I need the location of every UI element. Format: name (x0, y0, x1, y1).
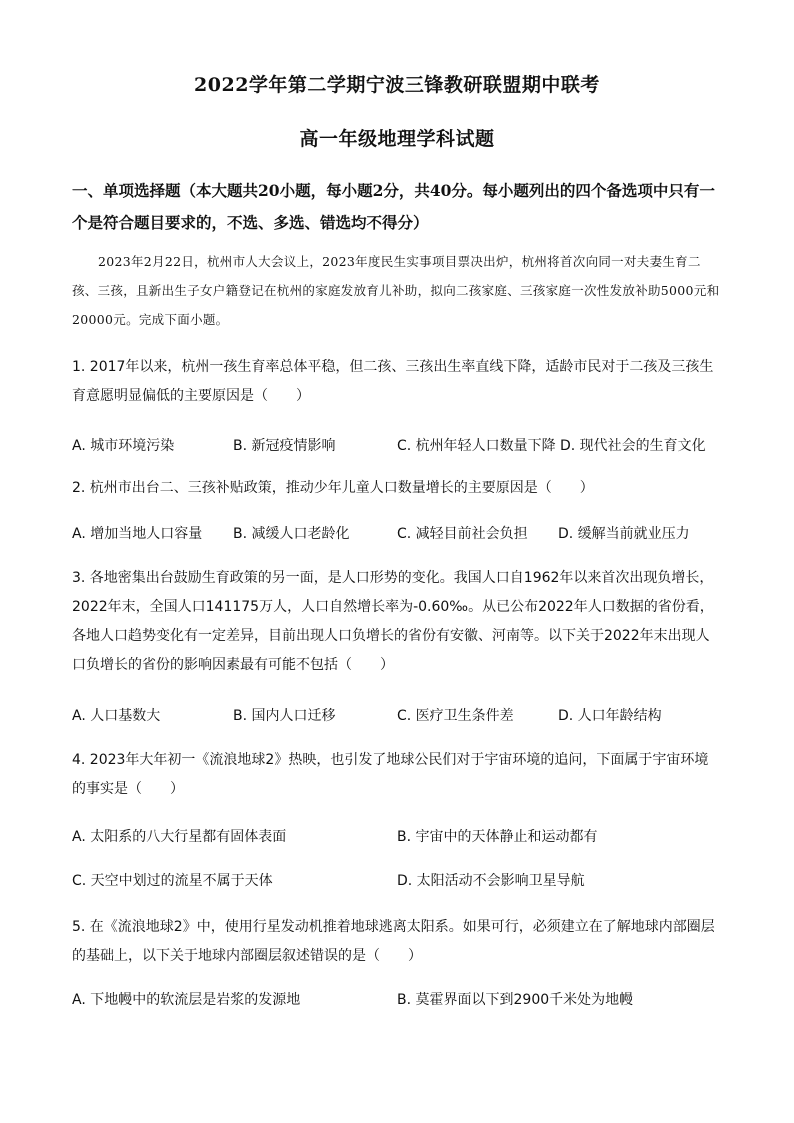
exam-subtitle: 高一年级地理学科试题 (299, 128, 495, 150)
question-3-option-d[interactable]: D. 人口年龄结构 (558, 708, 662, 724)
question-3-stem: 3. 各地密集出台鼓励生育政策的另一面，是人口形势的变化。我国人口自1962年以来首次出现负增长，2022年末，全国人口141175万人，人口自然增长率为-0.60‰。从已公布2022年人口数据的省份看，各地人口趋势变化有一定差异，目前出现人口负增长的省份有安徽、河南等。以下关于2022年末出现人口负增长的省份的影响因素最有可能不包括（ ） (72, 570, 714, 673)
question-4-options-row2 (72, 870, 732, 892)
exam-title: 2022学年第二学期宁波三锋教研联盟期中联考 (194, 74, 600, 96)
question-4-option-b[interactable]: B. 宇宙中的天体静止和运动都有 (397, 829, 598, 845)
question-3-option-a[interactable]: A. 人口基数大 (72, 708, 161, 724)
question-5-option-a[interactable]: A. 下地幔中的软流层是岩浆的发源地 (72, 992, 301, 1008)
question-5-options-row1 (72, 989, 732, 1011)
question-5-stem: 5. 在《流浪地球2》中，使用行星发动机推着地球逃离太阳系。如果可行，必须建立在了解地球内部圈层的基础上，以下关于地球内部圈层叙述错误的是（ ） (72, 919, 715, 964)
question-3-option-c[interactable]: C. 医疗卫生条件差 (397, 708, 514, 724)
question-2-option-c[interactable]: C. 减轻目前社会负担 (397, 526, 528, 542)
question-4-option-d[interactable]: D. 太阳活动不会影响卫星导航 (397, 873, 585, 889)
question-1-stem: 1. 2017年以来，杭州一孩生育率总体平稳，但二孩、三孩出生率直线下降，适龄市民对于二孩及三孩生育意愿明显偏低的主要原因是（ ） (72, 359, 714, 404)
question-4-stem: 4. 2023年大年初一《流浪地球2》热映，也引发了地球公民们对于宇宙环境的追问，下面属于宇宙环境的事实是（ ） (72, 752, 709, 797)
question-5-option-b[interactable]: B. 莫霍界面以下到2900千米处为地幔 (397, 992, 634, 1008)
question-4-options-row1 (72, 826, 732, 848)
question-3-options (72, 705, 732, 727)
question-1-option-a[interactable]: A. 城市环境污染 (72, 438, 175, 454)
question-4-option-a[interactable]: A. 太阳系的八大行星都有固体表面 (72, 829, 287, 845)
section-heading: 一、单项选择题（本大题共20小题，每小题2分，共40分。每小题列出的四个备选项中只有一个是符合题目要求的，不选、多选、错选均不得分） (72, 181, 715, 232)
question-1-options (72, 435, 732, 457)
question-4-option-c[interactable]: C. 天空中划过的流星不属于天体 (72, 873, 273, 889)
question-1-option-b[interactable]: B. 新冠疫情影响 (233, 438, 336, 454)
question-2-option-d[interactable]: D. 缓解当前就业压力 (558, 526, 690, 542)
question-1-option-c[interactable]: C. 杭州年轻人口数量下降 (397, 438, 556, 454)
question-2-option-a[interactable]: A. 增加当地人口容量 (72, 526, 203, 542)
reading-passage: 2023年2月22日，杭州市人大会议上，2023年度民生实事项目票决出炉，杭州将首次向同一对夫妻生育二孩、三孩，且新出生子女户籍登记在杭州的家庭发放育儿补助，拟向二孩家庭、三孩家庭一次性发放补助5000元和20000元。完成下面小题。 (72, 254, 720, 327)
question-2-stem: 2. 杭州市出台二、三孩补贴政策，推动少年儿童人口数量增长的主要原因是（ ） (72, 480, 594, 496)
question-2-option-b[interactable]: B. 减缓人口老龄化 (233, 526, 350, 542)
question-3-option-b[interactable]: B. 国内人口迁移 (233, 708, 336, 724)
question-2-options (72, 523, 732, 545)
question-1-option-d[interactable]: D. 现代社会的生育文化 (560, 438, 706, 454)
